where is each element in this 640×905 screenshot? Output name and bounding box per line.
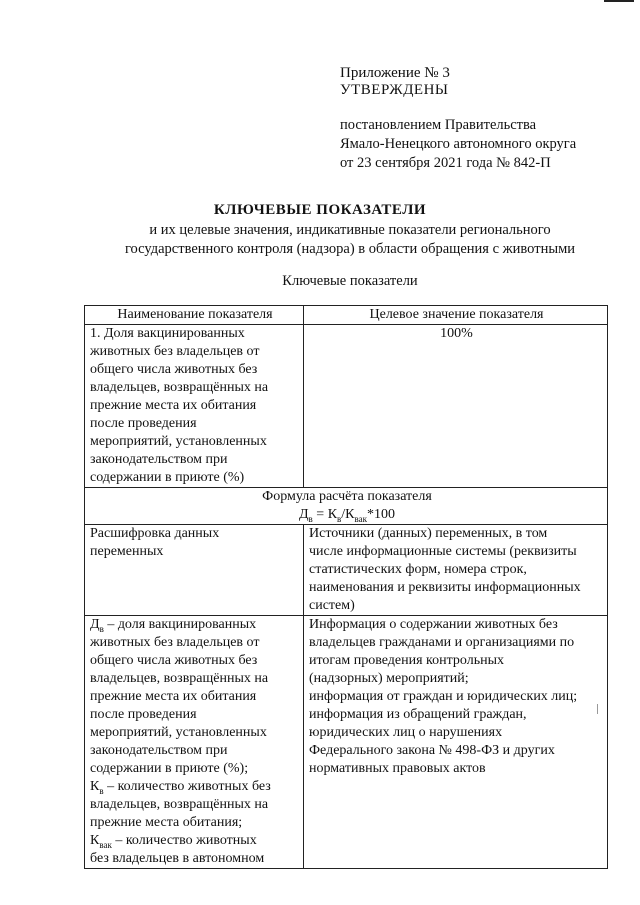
cell-line: нормативных правовых актов [309,761,486,776]
variables-cell [85,616,304,869]
variable-kv: $К_в$ – количество животных без [90,779,271,796]
document-title: КЛЮЧЕВЫЕ ПОКАЗАТЕЛИ [213,202,427,218]
cell-line: без владельцев в автономном [90,851,265,866]
cell-line: содержании в приюте (%) [90,470,245,485]
cell-line: законодательством при [90,743,228,758]
indicators-table [84,305,608,869]
cell-line: Источники (данных) переменных, в том [309,526,548,541]
cell-line: мероприятий, установленных [90,434,267,449]
cell-line: прежние места их обитания [90,398,257,413]
target-value-cell: 100% [304,325,608,488]
subtitle-line: и их целевые значения, индикативные показатели регионального [149,222,551,238]
sources-cell [304,616,608,869]
scan-artifact [597,704,598,714]
cell-line: 1. Доля вакцинированных [90,326,245,341]
cell-line: статистических форм, номера строк, [309,562,527,577]
cell-line: общего числа животных без [90,653,258,668]
variable-dv: $Д_в$ – доля вакцинированных [90,617,257,634]
cell-line: систем) [309,598,355,613]
cell-line: юридических лиц о нарушениях [309,725,503,740]
cell-line: Расшифровка данных [90,526,220,541]
cell-line: прежние места обитания; [90,815,243,830]
appendix-number: Приложение № 3 [340,65,450,81]
cell-line: владельцев, возвращённых на [90,671,269,686]
table-subheader-row [85,525,608,616]
formula-row [85,488,608,525]
decree-block [340,116,576,173]
cell-line: животных без владельцев от [90,344,260,359]
cell-line: числе информационные системы (реквизиты [309,544,577,559]
table-row [85,616,608,869]
table-row [85,325,608,488]
column-header-name: Наименование показателя [85,306,304,325]
section-heading: Ключевые показатели [282,273,418,289]
formula-title: Формула расчёта показателя [262,489,432,504]
cell-line: Федерального закона № 498-ФЗ и других [309,743,555,758]
cell-line: содержании в приюте (%); [90,761,249,776]
variable-kvak: $К_{вак}$ – количество животных [90,833,257,850]
decree-line: постановлением Правительства [340,117,537,133]
indicator-name-cell [85,325,304,488]
cell-line: после проведения [90,416,197,431]
cell-line: законодательством при [90,452,228,467]
decree-line: Ямало-Ненецкого автономного округа [340,136,577,152]
document-subtitle [100,221,600,259]
cell-line: общего числа животных без [90,362,258,377]
cell-line: мероприятий, установленных [90,725,267,740]
cell-line: прежние места их обитания [90,689,257,704]
subtitle-line: государственного контроля (надзора) в области обращения с животными [124,241,576,257]
cell-line: после проведения [90,707,197,722]
cell-line: информация от граждан и юридических лиц; [309,689,578,704]
formula-cell [85,488,608,525]
cell-line: владельцев, возвращённых на [90,380,269,395]
variables-header-cell [85,525,304,616]
cell-line: информация из обращений граждан, [309,707,527,722]
cell-line: переменных [90,544,164,559]
decree-line: от 23 сентября 2021 года № 842-П [340,155,551,171]
table-header-row [85,306,608,325]
cell-line: Информация о содержании животных без [309,617,558,632]
scan-corner-mark [604,0,634,2]
cell-line: наименования и реквизиты информационных [309,580,581,595]
cell-line: животных без владельцев от [90,635,260,650]
formula: $Д_в = К_в/К_{вак}*100$ [298,507,396,524]
column-header-target: Целевое значение показателя [304,306,608,325]
cell-line: владельцев гражданами и организациями по [309,635,575,650]
cell-line: итогам проведения контрольных [309,653,505,668]
cell-line: (надзорных) мероприятий; [309,671,469,686]
sources-header-cell [304,525,608,616]
cell-line: владельцев, возвращённых на [90,797,269,812]
approval-label: УТВЕРЖДЕНЫ [340,82,449,98]
